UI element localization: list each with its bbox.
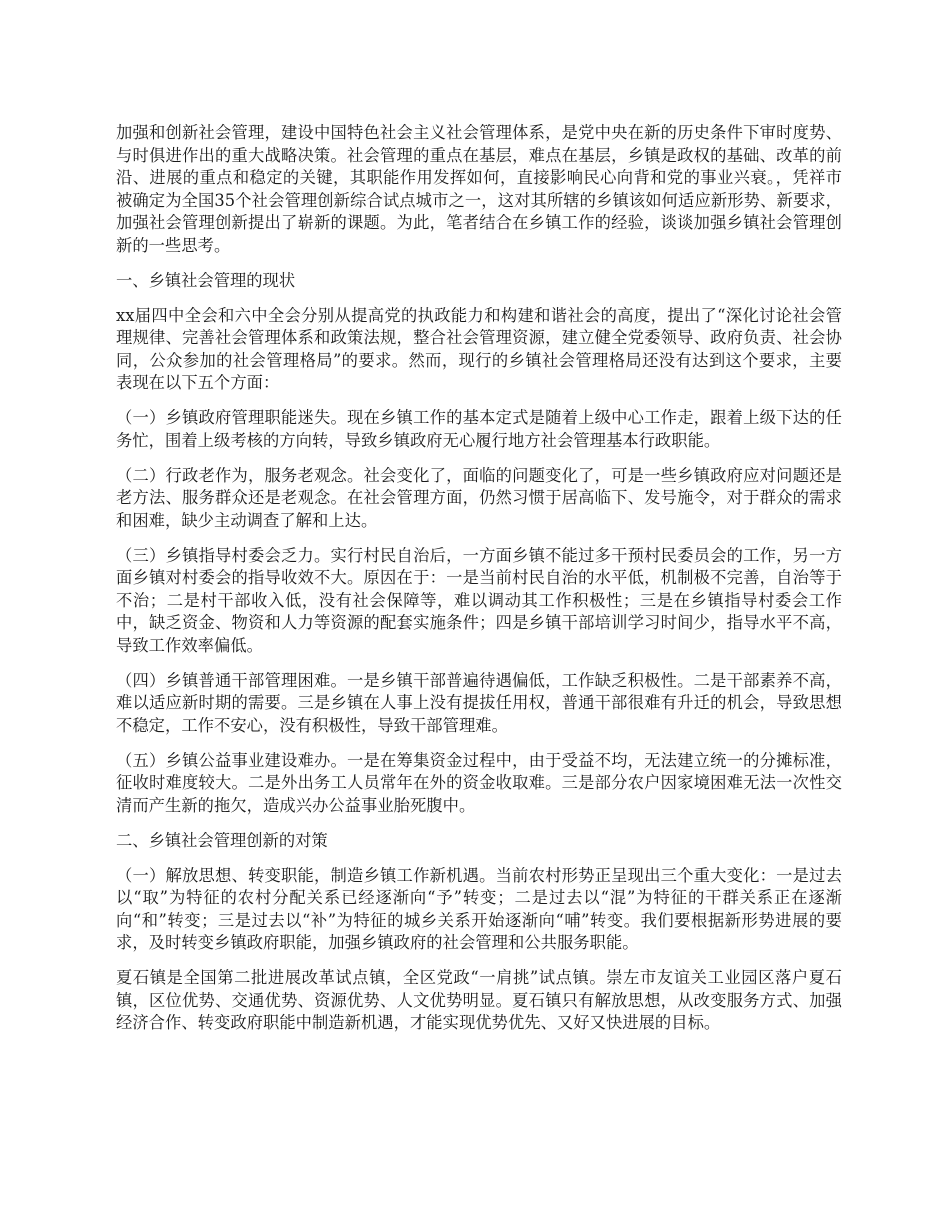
body-paragraph: 夏石镇是全国第二批进展改革试点镇，全区党政“一肩挑”试点镇。崇左市友谊关工业园区落户夏石镇，区位优势、交通优势、资源优势、人文优势明显。夏石镇只有解放思想，从改变服务方式、加强经济合作、转变政府职能中制造新机遇，才能实现优势优先、又好又快进展的目标。: [116, 968, 842, 1032]
body-paragraph: xx届四中全会和六中全会分别从提高党的执政能力和构建和谐社会的高度，提出了“深化讨论社会管理规律、完善社会管理体系和政策法规，整合社会管理资源，建立健全党委领导、政府负责、社会协同，公众参加的社会管理格局”的要求。然而，现行的乡镇社会管理格局还没有达到这个要求，主要表现在以下五个方面：: [116, 305, 842, 392]
body-paragraph: （三）乡镇指导村委会乏力。实行村民自治后，一方面乡镇不能过多干预村民委员会的工作，另一方面乡镇对村委会的指导收效不大。原因在于：一是当前村民自治的水平低，机制极不完善，自治等于不治；二是村干部收入低，没有社会保障等，难以调动其工作积极性；三是在乡镇指导村委会工作中，缺乏资金、物资和人力等资源的配套实施条件；四是乡镇干部培训学习时间少，指导水平不高，导致工作效率偏低。: [116, 545, 842, 655]
section-heading-2: 二、乡镇社会管理创新的对策: [116, 830, 328, 850]
body-paragraph: （一）乡镇政府管理职能迷失。现在乡镇工作的基本定式是随着上级中心工作走，跟着上级下达的任务忙，围着上级考核的方向转，导致乡镇政府无心履行地方社会管理基本行政职能。: [116, 408, 842, 450]
body-paragraph: （五）乡镇公益事业建设难办。一是在筹集资金过程中，由于受益不均，无法建立统一的分摊标准，征收时难度较大。二是外出务工人员常年在外的资金收取难。三是部分农户因家境困难无法一次性交清而产生新的拖欠，造成兴办公益事业胎死腹中。: [116, 750, 842, 815]
intro-paragraph: 加强和创新社会管理，建设中国特色社会主义社会管理体系，是党中央在新的历史条件下审时度势、与时俱进作出的重大战略决策。社会管理的重点在基层，难点在基层，乡镇是政权的基础、改革的前沿、进展的重点和稳定的关键，其职能作用发挥如何，直接影响民心向背和党的事业兴衰。，凭祥市被确定为全国35个社会管理创新综合试点城市之一，这对其所辖的乡镇该如何适应新形势、新要求，加强社会管理创新提出了崭新的课题。为此，笔者结合在乡镇工作的经验，谈谈加强乡镇社会管理创新的一些思考。: [116, 123, 842, 255]
body-paragraph: （一）解放思想、转变职能，制造乡镇工作新机遇。当前农村形势正呈现出三个重大变化：一是过去以“取”为特征的农村分配关系已经逐渐向“予”转变；二是过去以“混”为特征的干群关系正在逐渐向“和”转变；三是过去以“补”为特征的城乡关系开始逐渐向“哺”转变。我们要根据新形势进展的要求，及时转变乡镇政府职能，加强乡镇政府的社会管理和公共服务职能。: [116, 865, 842, 952]
section-heading-1: 一、乡镇社会管理的现状: [116, 270, 296, 290]
document-body: [116, 122, 842, 1047]
body-paragraph: （四）乡镇普通干部管理困难。一是乡镇干部普遍待遇偏低，工作缺乏积极性。二是干部素养不高，难以适应新时期的需要。三是乡镇在人事上没有提拔任用权，普通干部很难有升迁的机会，导致思想不稳定，工作不安心，没有积极性，导致干部管理难。: [116, 670, 842, 735]
body-paragraph: （二）行政老作为，服务老观念。社会变化了，面临的问题变化了，可是一些乡镇政府应对问题还是老方法、服务群众还是老观念。在社会管理方面，仍然习惯于居高临下、发号施令，对于群众的需求和困难，缺少主动调查了解和上达。: [116, 465, 842, 530]
